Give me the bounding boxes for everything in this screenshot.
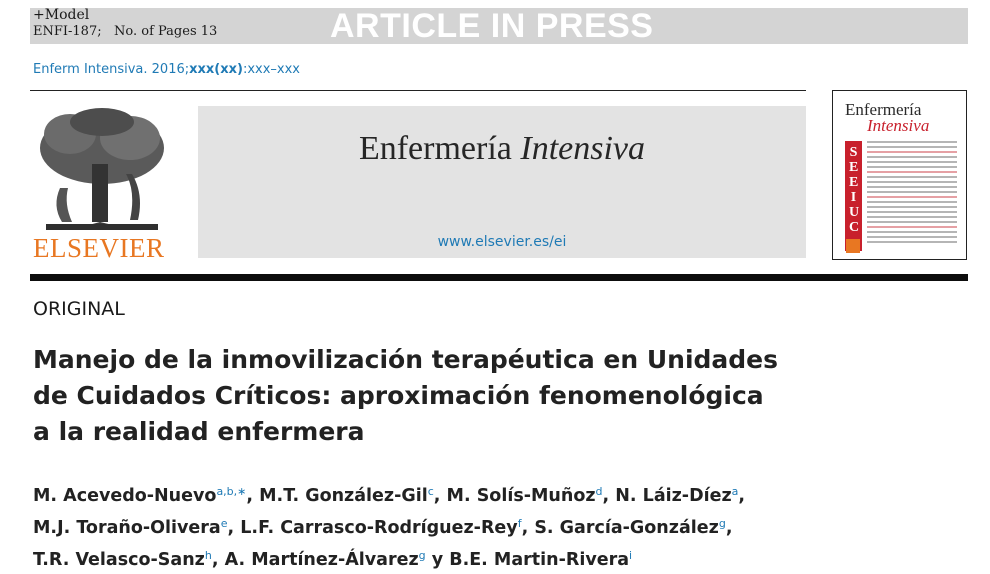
- journal-cover-thumbnail[interactable]: [832, 90, 967, 260]
- cover-elsevier-mini-logo: [846, 239, 860, 253]
- cover-strip-text: SEEIUC: [849, 145, 860, 235]
- author-name: A. Martínez-Álvarez: [224, 550, 419, 570]
- journal-title-roman: Enfermería: [358, 130, 521, 167]
- author-name: M. Acevedo-Nuevo: [33, 486, 217, 506]
- affiliation-link[interactable]: a: [731, 485, 739, 498]
- author-separator: ,: [227, 518, 241, 538]
- author-name: B.E. Martin-Rivera: [449, 550, 630, 570]
- model-label: +Model: [33, 7, 90, 23]
- affiliation-link[interactable]: f: [517, 517, 522, 530]
- affiliation-link[interactable]: a,b,∗: [216, 485, 247, 498]
- author-separator: ,: [521, 518, 535, 538]
- section-label: ORIGINAL: [33, 298, 125, 320]
- cover-title-line1: Enfermería: [845, 100, 922, 119]
- press-label: ARTICLE IN PRESS: [330, 7, 654, 45]
- author-separator: ,: [211, 550, 225, 570]
- author-separator: ,: [738, 486, 746, 506]
- author-name: M. Solís-Muñoz: [446, 486, 596, 506]
- author-separator: ,: [602, 486, 616, 506]
- journal-banner: [198, 106, 806, 258]
- author-name: M.J. Toraño-Olivera: [33, 518, 221, 538]
- author-line: [33, 542, 933, 574]
- elsevier-wordmark: ELSEVIER: [33, 233, 165, 263]
- author-separator: ,: [725, 518, 733, 538]
- author-line: [33, 510, 933, 542]
- author-separator: ,: [246, 486, 260, 506]
- citation-link[interactable]: [33, 62, 300, 77]
- citation-volume: xxx(xx): [189, 62, 243, 77]
- author-name: M.T. González-Gil: [259, 486, 428, 506]
- article-title: [33, 342, 813, 450]
- author-separator: ,: [433, 486, 447, 506]
- affiliation-link[interactable]: h: [204, 549, 212, 562]
- title-line: a la realidad enfermera: [33, 417, 365, 446]
- header-divider: [30, 90, 806, 91]
- author-separator: y: [425, 550, 450, 570]
- journal-url-link[interactable]: www.elsevier.es/ei: [437, 234, 567, 250]
- affiliation-link[interactable]: e: [220, 517, 228, 530]
- author-name: L.F. Carrasco-Rodríguez-Rey: [240, 518, 518, 538]
- title-line: Manejo de la inmovilización terapéutica en Unidades: [33, 345, 779, 374]
- author-list: [33, 478, 933, 574]
- citation-prefix: Enferm Intensiva. 2016;: [33, 62, 190, 77]
- affiliation-link[interactable]: d: [595, 485, 603, 498]
- author-line: [33, 478, 933, 510]
- author-name: N. Láiz-Díez: [615, 486, 732, 506]
- journal-title: [198, 130, 806, 168]
- affiliation-link[interactable]: i: [629, 549, 633, 562]
- affiliation-link[interactable]: g: [418, 549, 426, 562]
- affiliation-link[interactable]: c: [427, 485, 434, 498]
- journal-title-italic: Intensiva: [520, 130, 646, 167]
- cover-society-strip: [845, 141, 862, 251]
- cover-contents-lines: [867, 141, 957, 246]
- cover-title-line2: Intensiva: [867, 116, 930, 135]
- citation-pages: :xxx–xxx: [242, 62, 300, 77]
- author-name: T.R. Velasco-Sanz: [33, 550, 205, 570]
- author-name: S. García-González: [534, 518, 719, 538]
- manuscript-id: ENFI-187; No. of Pages 13: [33, 24, 218, 39]
- title-line: de Cuidados Críticos: aproximación fenomenológica: [33, 381, 764, 410]
- affiliation-link[interactable]: g: [718, 517, 726, 530]
- masthead-divider: [30, 274, 968, 281]
